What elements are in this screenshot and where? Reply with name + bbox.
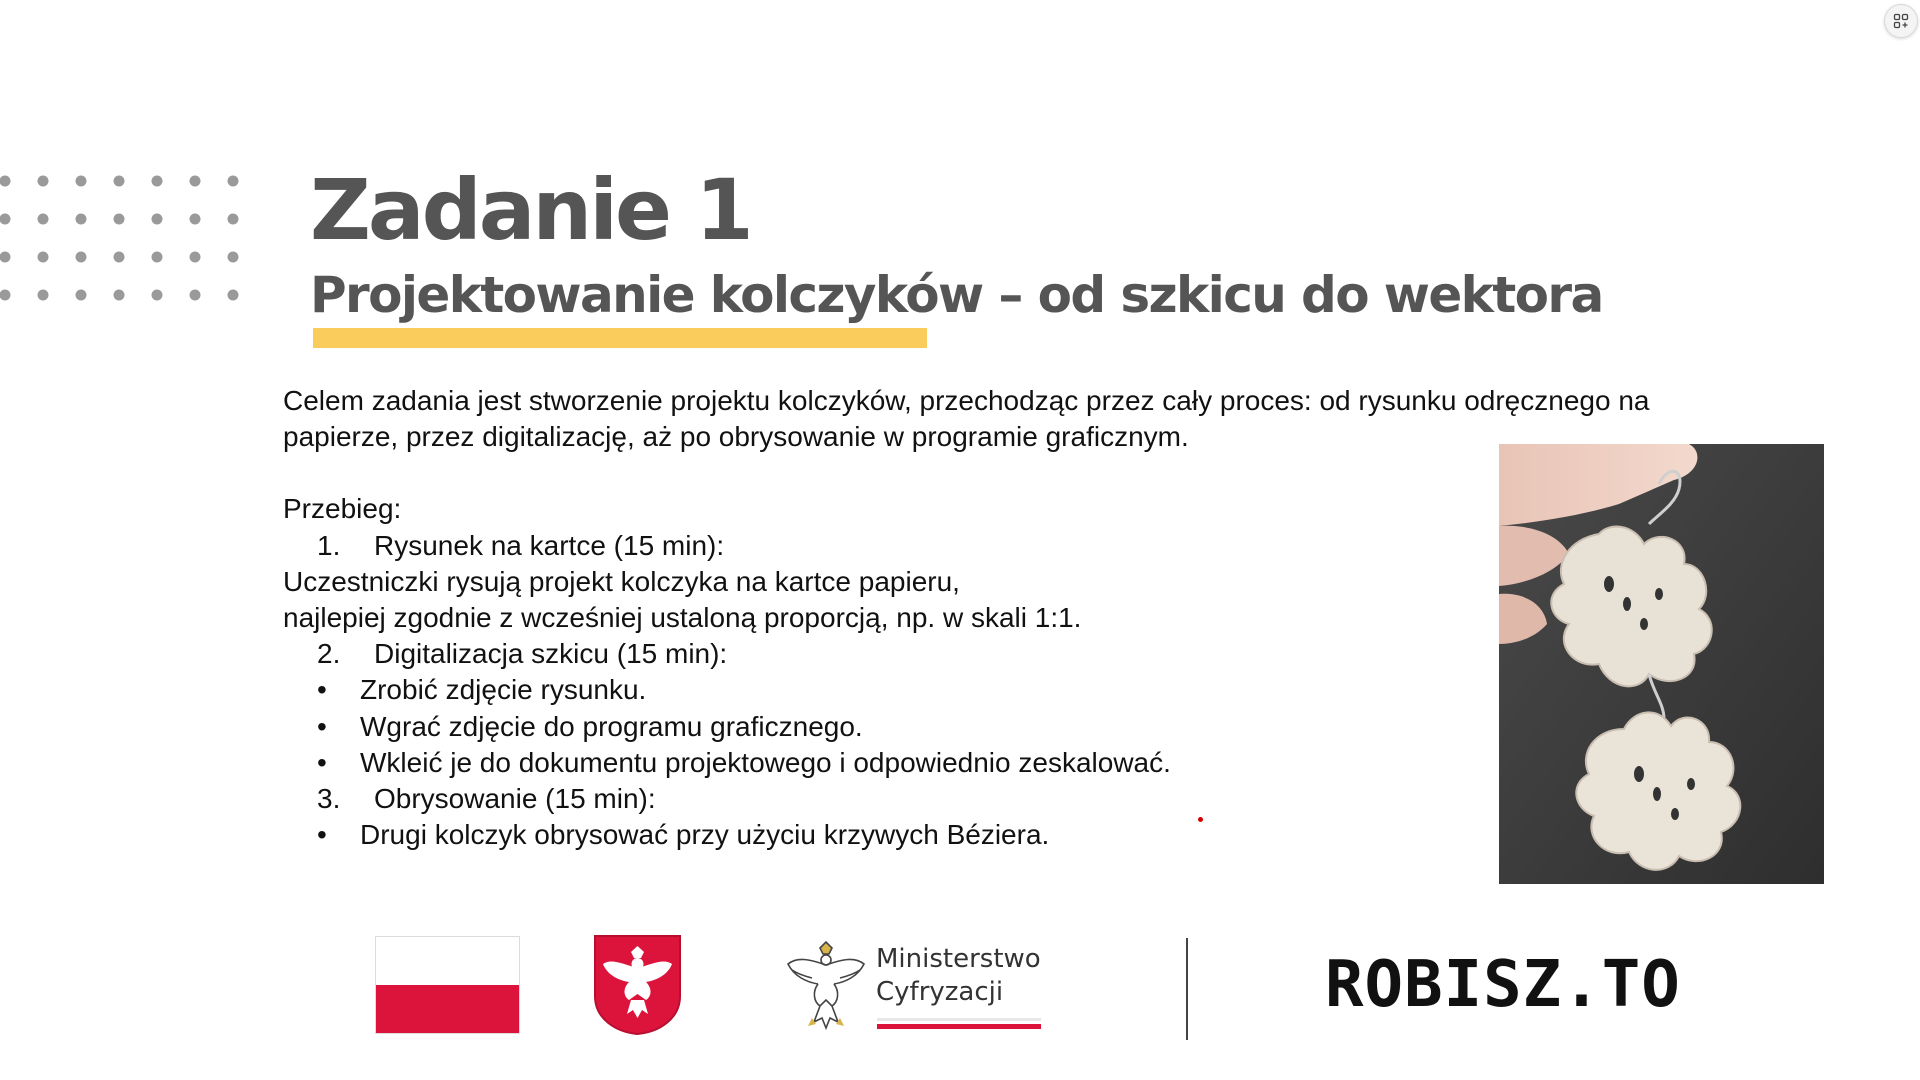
- ministry-line: Ministerstwo: [876, 944, 1041, 974]
- step-number: 1.: [317, 529, 341, 561]
- list-item-text: Wkleić je do dokumentu projektowego i odpowiednio zeskalować.: [360, 746, 1171, 778]
- earrings-photo: [1499, 444, 1824, 884]
- slide-title: Zadanie 1: [310, 161, 751, 259]
- ministry-line: Cyfryzacji: [876, 977, 1004, 1007]
- bullet: •: [317, 674, 327, 706]
- step-label: Digitalizacja szkicu (15 min):: [374, 638, 728, 670]
- intro-line: papierze, przez digitalizację, aż po obrysowanie w programie graficznym.: [283, 421, 1189, 453]
- step-number: 3.: [317, 783, 341, 815]
- step-text: najlepiej zgodnie z wcześniej ustaloną proporcją, np. w skali 1:1.: [283, 602, 1082, 634]
- intro-line: Celem zadania jest stworzenie projektu kolczyków, przechodząc przez cały proces: od rysunku odręcznego na: [283, 385, 1650, 416]
- poland-flag: [375, 936, 520, 1034]
- step-label: Rysunek na kartce (15 min):: [374, 529, 725, 561]
- list-item-text: Wgrać zdjęcie do programu graficznego.: [360, 710, 863, 742]
- corner-action-button[interactable]: [1884, 4, 1918, 38]
- grid-plus-icon: [1893, 13, 1909, 29]
- ministry-name: [876, 943, 1041, 1009]
- ministry-eagle-icon: [782, 938, 870, 1032]
- bullet: •: [317, 819, 327, 851]
- step-label: Obrysowanie (15 min):: [374, 783, 656, 815]
- decorative-dots: [0, 170, 250, 310]
- bullet: •: [317, 710, 327, 742]
- step-number: 2.: [317, 638, 341, 670]
- subtitle-highlight: [313, 328, 927, 348]
- robisz-to-logo: ROBISZ.TO: [1325, 948, 1681, 1022]
- ministry-flag-stripe: [877, 1018, 1041, 1030]
- step-text: Uczestniczki rysują projekt kolczyka na kartce papieru,: [283, 565, 960, 597]
- list-item-text: Zrobić zdjęcie rysunku.: [360, 674, 647, 706]
- list-item-text: Drugi kolczyk obrysować przy użyciu krzywych Béziera.: [360, 819, 1050, 851]
- footer-divider: [1186, 938, 1188, 1040]
- poland-coat-of-arms-icon: [593, 934, 682, 1036]
- stray-dot: [1198, 817, 1203, 822]
- bullet: •: [317, 746, 327, 778]
- przebieg-label: Przebieg:: [283, 493, 402, 525]
- slide-subtitle: Projektowanie kolczyków – od szkicu do wektora: [310, 266, 1603, 324]
- subtitle-block: [310, 263, 1603, 327]
